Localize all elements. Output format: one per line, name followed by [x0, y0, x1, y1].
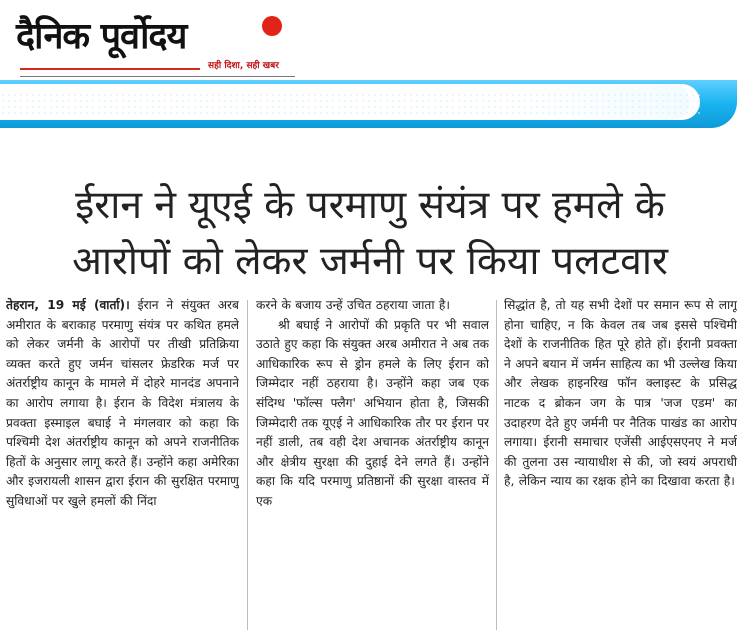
- column-1-text: ईरान ने संयुक्त अरब अमीरात के बराकाह परमाणु संयंत्र पर कथित हमले को लेकर जर्मनी के आरोपों पर तीखी प्रतिक्रिया व्यक्त करते हुए जर्मन चांसलर फ्रेडरिक मर्ज पर अंतर्राष्ट्रीय कानून के मामले में दोहरे मानदंड अपनाने का आरोप लगाया है। ईरान के विदेश मंत्रालय के प्रवक्ता इस्माइल बघाई ने मंगलवार को कहा कि पश्चिमी देश अंतर्राष्ट्रीय कानून को अपने राजनीतिक हितों के अनुसार लागू करते हैं। उन्होंने कहा अमेरिका और इजरायली शासन द्वारा ईरान की सुरक्षित परमाणु सुविधाओं पर खुले हमलों की निंदा: [6, 298, 239, 508]
- article-headline: ईरान ने यूएई के परमाणु संयंत्र पर हमले के आरोपों को लेकर जर्मनी पर किया पलटवार: [72, 183, 668, 284]
- column-2-paragraph-2: श्री बघाई ने आरोपों की प्रकृति पर भी सवाल उठाते हुए कहा कि संयुक्त अरब अमीरात ने अब तक आधिकारिक रूप से ड्रोन हमले के लिए ईरान को जिम्मेदार नहीं ठहराया है। उन्होंने कहा जब एक संदिग्ध 'फॉल्स फ्लैग' अभियान होता है, जिसकी जिम्मेदारी तक यूएई ने आधिकारिक तौर पर ईरान पर नहीं डाली, तब वही देश अचानक अंतर्राष्ट्रीय कानून और क्षेत्रीय सुरक्षा की दुहाई देने लगते हैं। उन्होंने कहा कि यदि परमाणु प्रतिष्ठानों की सुरक्षा वास्तव में एक: [256, 317, 489, 508]
- column-3-paragraph: सिद्धांत है, तो यह सभी देशों पर समान रूप से लागू होना चाहिए, न कि केवल तब जब इससे पश्चिमी देशों के राजनीतिक हित पूरे होते हों। ईरानी प्रवक्ता ने अपने बयान में जर्मन साहित्य का भी उल्लेख किया और लेखक हाइनरिख फॉन क्लाइस्ट के प्रसिद्ध नाटक द ब्रोकन जग के पात्र 'जज एडम' का उदाहरण देते हुए जर्मनी पर नैतिक पाखंड का आरोप लगाया। ईरानी समाचार एजेंसी आईएसएनए ने मर्ज की तुलना उस न्यायाधीश से की, जो स्वयं अपराधी है, लेकिन न्याय का रक्षक होने का दिखावा करता है।: [504, 298, 737, 489]
- column-divider: [247, 300, 248, 630]
- article-paragraph: [6, 296, 239, 512]
- logo-sun-icon: [262, 16, 282, 36]
- newspaper-logo: दैनिक पूर्वोदय: [16, 16, 187, 57]
- column-divider: [496, 300, 497, 630]
- masthead-rule: [20, 76, 295, 77]
- article-column-1: [6, 296, 239, 636]
- masthead-tagline: सही दिशा, सही खबर: [208, 61, 279, 71]
- article-column-3: [504, 296, 737, 636]
- masthead: [10, 6, 310, 76]
- banner-pattern: [0, 92, 700, 114]
- masthead-red-rule: [20, 68, 200, 70]
- article-dateline: तेहरान, 19 मई (वार्ता)।: [6, 298, 130, 312]
- decorative-banner: [0, 80, 737, 128]
- article-column-2: [256, 296, 489, 636]
- banner-inner: [0, 84, 700, 120]
- column-2-paragraph-1: करने के बजाय उन्हें उचित ठहराया जाता है।: [256, 298, 450, 312]
